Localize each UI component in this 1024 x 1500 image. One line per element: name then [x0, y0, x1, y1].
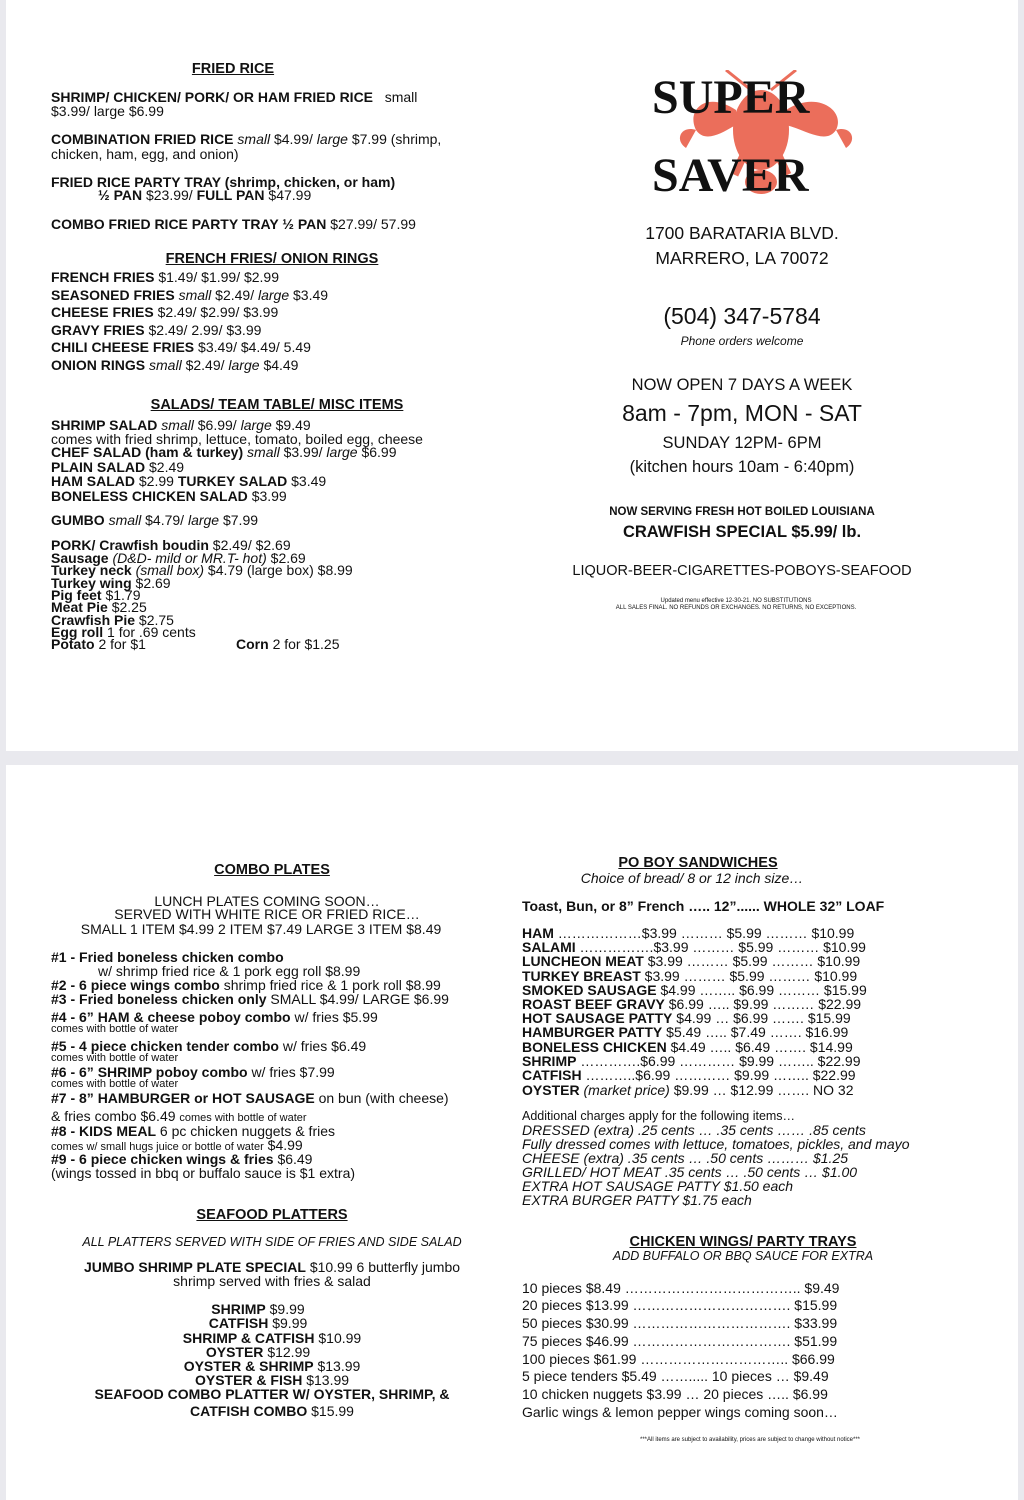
seafood-note: ALL PLATTERS SERVED WITH SIDE OF FRIES AND SIDE SALAD — [82, 1235, 462, 1249]
addl-hot-sausage: EXTRA HOT SAUSAGE PATTY $1.50 each — [522, 1178, 794, 1194]
phone-number[interactable]: (504) 347-5784 — [663, 303, 821, 329]
phone-note: Phone orders welcome — [680, 334, 804, 348]
logo-word-saver: SAVER — [652, 149, 809, 202]
shrimp-salad-desc: comes with fried shrimp, lettuce, tomato, boiled egg, cheese — [51, 431, 423, 447]
wings-line: 50 pieces $30.99 ……………………………. $33.99 — [522, 1315, 838, 1331]
turkey-neck: Turkey neck (small box) $4.79 (large box) $8.99 — [51, 562, 353, 578]
footnote: ***All items are subject to availability, prices are subject to change without notice*** — [639, 1437, 861, 1443]
combo-sub-3: SMALL 1 ITEM $4.99 2 ITEM $7.49 LARGE 3 ITEM $8.49 — [80, 921, 442, 937]
shrimp-salad: SHRIMP SALAD small $6.99/ large $9.49 — [51, 417, 311, 433]
kitchen-hours: (kitchen hours 10am - 6:40pm) — [629, 458, 855, 476]
combo-8-desc: comes w/ small hugs juice or bottle of water $4.99 — [51, 1137, 303, 1153]
seafood-item: OYSTER $12.99 — [205, 1344, 311, 1360]
combo-6-note: comes with bottle of water — [51, 1078, 179, 1090]
party-tray-prices: ½ PAN $23.99/ FULL PAN $47.99 — [98, 187, 312, 203]
seafood-item: SHRIMP $9.99 — [211, 1301, 305, 1317]
seafood-item: OYSTER & FISH $13.99 — [194, 1372, 350, 1388]
combo-5: #5 - 4 piece chicken tender combo w/ fries $6.49 — [51, 1038, 367, 1054]
fine-print-2: ALL SALES FINAL. NO REFUNDS OR EXCHANGES. NO RETURNS, NO EXCEPTIONS. — [615, 605, 857, 611]
jumbo-shrimp-special: JUMBO SHRIMP PLATE SPECIAL $10.99 6 butterfly jumbo — [83, 1259, 461, 1275]
hours-sunday: SUNDAY 12PM- 6PM — [662, 434, 822, 452]
wings-heading: CHICKEN WINGS/ PARTY TRAYS — [629, 1234, 857, 1250]
combo-4-note: comes with bottle of water — [51, 1023, 179, 1035]
combination-fried-rice-desc: chicken, ham, egg, and onion) — [51, 146, 239, 162]
ham-turkey-salad: HAM SALAD $2.99 TURKEY SALAD $3.49 — [51, 473, 327, 489]
poboy-row: ROAST BEEF GRAVY $6.99 ….. $9.99 ……… $22.99 — [522, 996, 862, 1012]
poboy-row: HAM ………………$3.99 ……… $5.99 ……… $10.99 — [522, 925, 855, 941]
poboy-row: TURKEY BREAST $3.99 ……… $5.99 ……… $10.99 — [522, 967, 858, 984]
super-saver-logo — [646, 70, 886, 210]
addl-cheese: CHEESE (extra) .35 cents … .50 cents ……… $1.25 — [522, 1150, 849, 1166]
seafood-combo-line-2: CATFISH COMBO $15.99 — [190, 1403, 354, 1419]
potato: Potato 2 for $1 — [51, 636, 146, 652]
addl-grilled: GRILLED/ HOT MEAT .35 cents … .50 cents … $1.00 — [522, 1164, 858, 1180]
fried-rice-line-1: SHRIMP/ CHICKEN/ PORK/ OR HAM FRIED RICE small — [51, 89, 418, 105]
salads-heading: SALADS/ TEAM TABLE/ MISC ITEMS — [150, 397, 404, 413]
combo-sub-1: LUNCH PLATES COMING SOON… — [154, 893, 380, 909]
egg-roll: Egg roll 1 for .69 cents — [51, 624, 196, 640]
poboy-subtitle: Choice of bread/ 8 or 12 inch size… — [580, 870, 804, 886]
poboy-row-oyster: OYSTER (market price) $9.99 … $12.99 ……. NO 32 — [522, 1082, 854, 1098]
poboy-row: SALAMI …………….$3.99 ……… $5.99 ……… $10.99 — [522, 939, 866, 956]
combo-4: #4 - 6” HAM & cheese poboy combo w/ fries $5.99 — [51, 1009, 378, 1025]
wings-line: 10 pieces $8.49 ……………………………….. $9.49 — [522, 1280, 840, 1296]
sausage: Sausage (D&D- mild or MR.T- hot) $2.69 — [51, 550, 306, 566]
seafood-item: OYSTER & SHRIMP $13.99 — [183, 1358, 361, 1374]
poboy-size-header: Toast, Bun, or 8” French ….. 12”...... WHOLE 32” LOAF — [522, 898, 885, 914]
menu-page-1 — [6, 0, 1018, 751]
combo-7: #7 - 8” HAMBURGER or HOT SAUSAGE on bun (with cheese) — [51, 1090, 449, 1106]
additional-charges: Additional charges apply for the following items… — [522, 1109, 796, 1123]
products-line: LIQUOR-BEER-CIGARETTES-POBOYS-SEAFOOD — [572, 563, 912, 579]
combo-9: #9 - 6 piece chicken wings & fries $6.49 — [51, 1151, 313, 1167]
crawfish-special-line-2: CRAWFISH SPECIAL $5.99/ lb. — [622, 523, 862, 541]
fries-item: CHEESE FRIES $2.49/ $2.99/ $3.99 — [51, 304, 279, 320]
wings-line: 100 pieces $61.99 ………………………….. $66.99 — [522, 1351, 835, 1367]
wings-subtitle: ADD BUFFALO OR BBQ SAUCE FOR EXTRA — [612, 1249, 874, 1263]
fries-item: FRENCH FRIES $1.49/ $1.99/ $2.99 — [51, 269, 280, 285]
open-days: NOW OPEN 7 DAYS A WEEK — [631, 376, 853, 394]
seafood-combo-line-1: SEAFOOD COMBO PLATTER W/ OYSTER, SHRIMP, & — [94, 1386, 450, 1402]
turkey-wing: Turkey wing $2.69 — [51, 575, 171, 591]
crawfish-pie: Crawfish Pie $2.75 — [51, 612, 174, 628]
fine-print-1: Updated menu effective 12-30-21. NO SUBSTITUTIONS — [660, 598, 812, 604]
wings-line: Garlic wings & lemon pepper wings coming soon… — [522, 1404, 838, 1420]
combo-2: #2 - 6 piece wings combo shrimp fried rice & 1 pork roll $8.99 — [51, 977, 441, 993]
combination-fried-rice: COMBINATION FRIED RICE small $4.99/ large $7.99 (shrimp, — [51, 131, 442, 147]
plain-salad: PLAIN SALAD $2.49 — [51, 459, 185, 475]
pig-feet: Pig feet $1.79 — [51, 587, 141, 603]
combo-sub-2: SERVED WITH WHITE RICE OR FRIED RICE… — [114, 906, 420, 922]
party-tray-line: FRIED RICE PARTY TRAY (shrimp, chicken, or ham) — [51, 174, 396, 190]
combo-9-desc: (wings tossed in bbq or buffalo sauce is $1 extra) — [51, 1165, 356, 1181]
jumbo-shrimp-desc: shrimp served with fries & salad — [173, 1273, 371, 1289]
addl-fully-dressed: Fully dressed comes with lettuce, tomatoes, pickles, and mayo — [522, 1136, 910, 1152]
chef-salad: CHEF SALAD (ham & turkey) small $3.99/ large $6.99 — [51, 444, 397, 460]
wings-line: 75 pieces $46.99 ……………………………. $51.99 — [522, 1333, 838, 1349]
boneless-chicken-salad: BONELESS CHICKEN SALAD $3.99 — [51, 488, 287, 504]
gumbo: GUMBO small $4.79/ large $7.99 — [51, 512, 259, 528]
seafood-item: CATFISH $9.99 — [208, 1315, 308, 1331]
wings-line: 20 pieces $13.99 ……………………………. $15.99 — [522, 1297, 838, 1313]
logo-word-super: SUPER — [652, 71, 810, 124]
fried-rice-line-2: $3.99/ large $6.99 — [51, 103, 164, 119]
combo-party-tray: COMBO FRIED RICE PARTY TRAY ½ PAN $27.99/ 57.99 — [51, 216, 416, 232]
poboy-row: CATFISH ………..$6.99 ………… $9.99 …….. $22.99 — [522, 1067, 856, 1083]
fries-heading: FRENCH FRIES/ ONION RINGS — [165, 251, 379, 267]
menu-page-2 — [6, 765, 1018, 1500]
poboy-row: HOT SAUSAGE PATTY $4.99 … $6.99 ……. $15.99 — [522, 1010, 851, 1027]
combo-6: #6 - 6” SHRIMP poboy combo w/ fries $7.99 — [51, 1064, 335, 1080]
addl-dressed: DRESSED (extra) .25 cents … .35 cents …… .85 cents — [522, 1122, 866, 1138]
hours-main: 8am - 7pm, MON - SAT — [622, 400, 862, 426]
combo-1: #1 - Fried boneless chicken combo — [51, 949, 284, 965]
fried-rice-heading: FRIED RICE — [191, 61, 275, 77]
fries-item: CHILI CHEESE FRIES $3.49/ $4.49/ 5.49 — [51, 339, 311, 355]
combo-1-desc: w/ shrimp fried rice & 1 pork egg roll $8.99 — [98, 963, 361, 979]
addl-burger: EXTRA BURGER PATTY $1.75 each — [522, 1192, 752, 1208]
poboy-row: SHRIMP ………….$6.99 ………… $9.99 …….. $22.99 — [522, 1052, 861, 1069]
combo-5-note: comes with bottle of water — [51, 1052, 179, 1064]
poboy-row: SMOKED SAUSAGE $4.99 …….. $6.99 ……… $15.99 — [522, 981, 867, 998]
poboy-row: BONELESS CHICKEN $4.49 ….. $6.49 ……. $14.99 — [522, 1038, 853, 1055]
fries-item: ONION RINGS small $2.49/ large $4.49 — [51, 357, 299, 373]
boudin: PORK/ Crawfish boudin $2.49/ $2.69 — [51, 537, 291, 553]
seafood-item: SHRIMP & CATFISH $10.99 — [182, 1330, 362, 1346]
poboy-heading: PO BOY SANDWICHES — [618, 855, 778, 871]
wings-line: 5 piece tenders $5.49 ……..... 10 pieces … $9.49 — [522, 1368, 829, 1384]
meat-pie: Meat Pie $2.25 — [51, 599, 147, 615]
combo-8: #8 - KIDS MEAL 6 pc chicken nuggets & fries — [51, 1123, 336, 1139]
corn: Corn 2 for $1.25 — [236, 636, 340, 652]
crawfish-special-line-1: NOW SERVING FRESH HOT BOILED LOUISIANA — [609, 506, 875, 518]
fries-item: GRAVY FRIES $2.49/ 2.99/ $3.99 — [51, 322, 262, 338]
poboy-row: LUNCHEON MEAT $3.99 ……… $5.99 ……… $10.99 — [522, 953, 861, 970]
combo-3: #3 - Fried boneless chicken only SMALL $4.99/ LARGE $6.99 — [51, 991, 449, 1007]
address-line-1: 1700 BARATARIA BLVD. — [645, 223, 839, 243]
wings-line: 10 chicken nuggets $3.99 … 20 pieces ….. $6.99 — [522, 1386, 828, 1402]
combo-heading: COMBO PLATES — [214, 862, 330, 878]
seafood-heading: SEAFOOD PLATTERS — [196, 1207, 348, 1223]
fries-item: SEASONED FRIES small $2.49/ large $3.49 — [51, 287, 329, 303]
address-line-2: MARRERO, LA 70072 — [655, 248, 829, 268]
poboy-row: HAMBURGER PATTY $5.49 ….. $7.49 ……. $16.99 — [522, 1024, 849, 1041]
combo-7-desc: & fries combo $6.49 comes with bottle of water — [51, 1108, 307, 1124]
